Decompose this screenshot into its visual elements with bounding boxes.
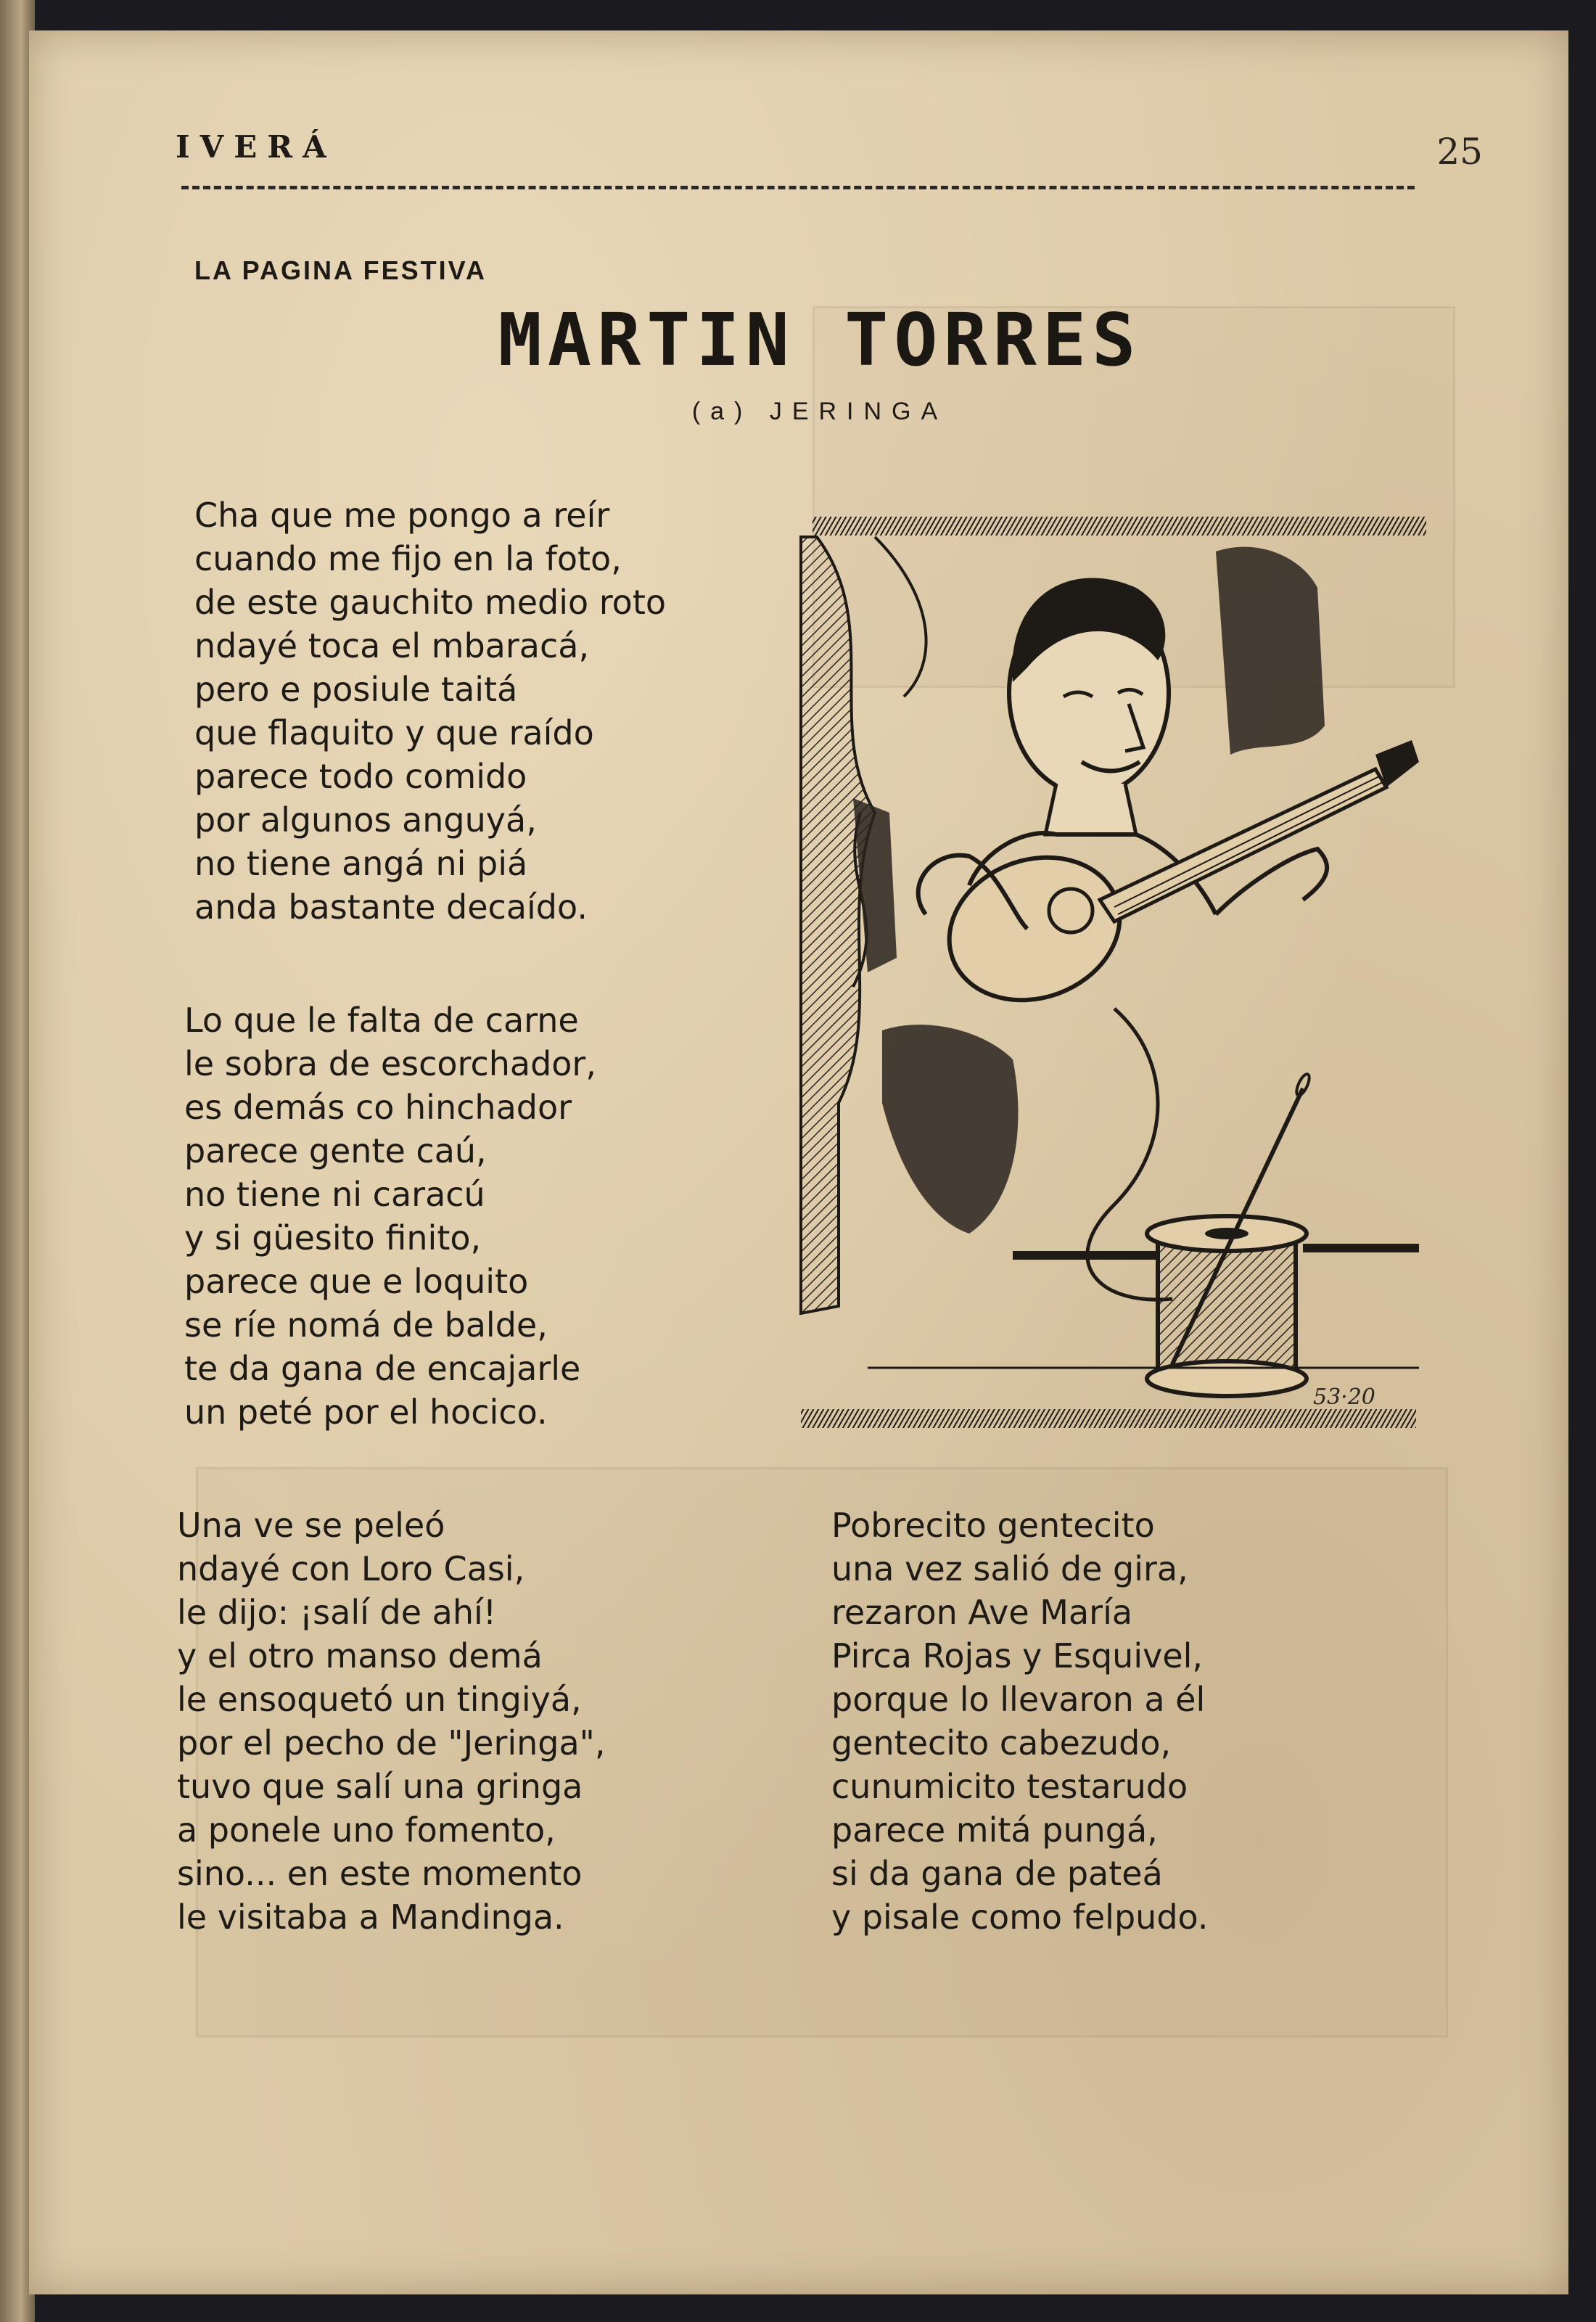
ink-smudge [882,1025,1019,1234]
poem-subtitle: (a) JERINGA [691,398,948,425]
verse-line: Cha que me pongo a reír [194,496,610,535]
caricature-illustration [795,508,1426,1444]
verse-line: se ríe nomá de balde, [184,1305,548,1345]
verse-line: le ensoquetó un tingiyá, [177,1680,582,1719]
verse-line: que flaquito y que raído [194,713,594,752]
verse-line: y si güesito finito, [184,1218,482,1258]
verse-line: le dijo: ¡salí de ahí! [177,1593,497,1632]
verse-line: cuando me fijo en la foto, [194,539,622,578]
verse-line: a ponele uno fomento, [177,1810,556,1850]
verse-line: tuvo que salí una gringa [177,1767,583,1806]
verse-line: si da gana de pateá [831,1854,1163,1893]
verse-line: ndayé con Loro Casi, [177,1549,525,1588]
guitar-neck [1100,769,1386,922]
verse-line: ndayé toca el mbaracá, [194,626,590,665]
verse-line: no tiene angá ni piá [194,844,528,883]
stanza-3 [177,1503,605,1939]
verse-line: rezaron Ave María [831,1593,1133,1632]
stanza-4 [831,1503,1208,1939]
verse-line: porque lo llevaron a él [831,1680,1206,1719]
verse-line: por algunos anguyá, [194,800,537,840]
verse-line: de este gauchito medio roto [194,583,666,622]
thread-spool [1158,1234,1296,1379]
bottom-frame-bar [801,1409,1416,1428]
verse-line: gentecito cabezudo, [831,1723,1172,1763]
verse-line: no tiene ni caracú [184,1175,485,1214]
verse-line: parece mitá pungá, [831,1810,1158,1850]
verse-line: Pirca Rojas y Esquivel, [831,1636,1204,1675]
verse-line: Lo que le falta de carne [184,1001,579,1040]
stanza-1 [194,493,666,929]
verse-line: parece gente caú, [184,1131,487,1170]
header-rule [181,186,1415,189]
artist-signature: 53·20 [1313,1384,1375,1410]
verse-line: te da gana de encajarle [184,1349,581,1388]
verse-line: pero e posiule taitá [194,670,518,709]
verse-line: parece todo comido [194,757,527,796]
verse-line: sino... en este momento [177,1854,583,1893]
verse-line: Una ve se peleó [177,1506,445,1545]
verse-line: Pobrecito gentecito [831,1506,1155,1545]
verse-line: es demás co hinchador [184,1088,572,1127]
stanza-2 [184,998,596,1434]
verse-line: parece que e loquito [184,1262,529,1301]
magazine-title: IVERÁ [176,129,337,165]
verse-line: una vez salió de gira, [831,1549,1188,1588]
poem-title: MARTIN TORRES [498,298,1142,382]
verse-line: por el pecho de "Jeringa", [177,1723,606,1763]
verse-line: un peté por el hocico. [184,1392,548,1432]
page-number: 25 [1436,131,1483,173]
verse-line: le visitaba a Mandinga. [177,1898,564,1937]
verse-line: y pisale como felpudo. [831,1898,1209,1937]
verse-line: anda bastante decaído. [194,887,588,927]
verse-line: le sobra de escorchador, [184,1044,596,1083]
top-frame-bar [813,517,1426,536]
section-label: LA PAGINA FESTIVA [194,255,488,285]
verse-line: y el otro manso demá [177,1636,543,1675]
ink-smudge [1216,547,1325,755]
verse-line: cunumicito testarudo [831,1767,1188,1806]
guitar-body [929,834,1140,1024]
